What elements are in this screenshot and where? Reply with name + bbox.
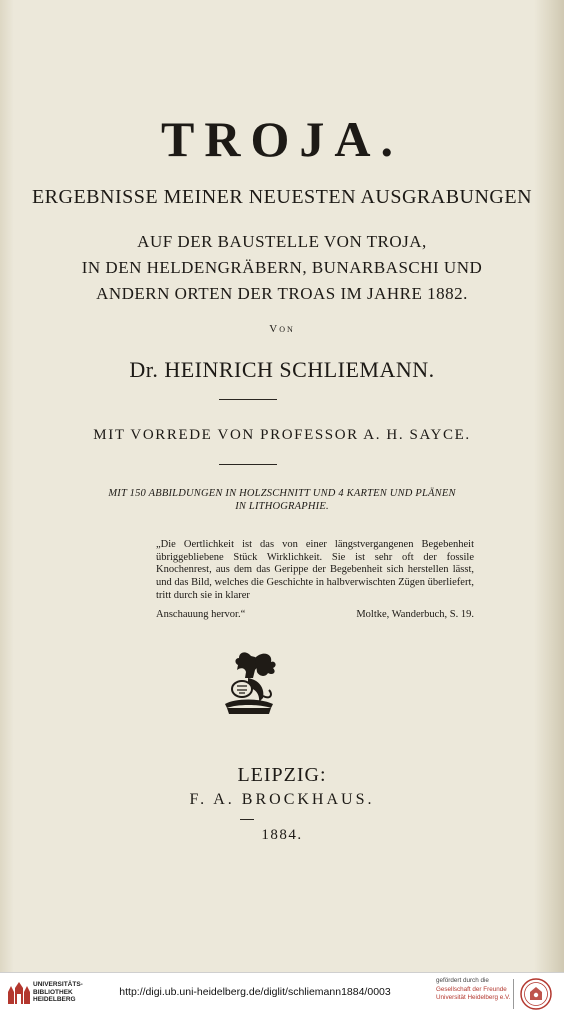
library-name-line-1: UNIVERSITÄTS-	[33, 981, 83, 988]
footer-divider	[513, 979, 514, 1009]
preface-note: MIT VORREDE VON PROFESSOR A. H. SAYCE.	[93, 427, 471, 443]
griffin-vignette-icon	[215, 646, 281, 718]
subtitle-line-1: AUF DER BAUSTELLE VON TROJA,	[137, 232, 427, 251]
society-name-line-2: Universität Heidelberg e.V.	[436, 994, 511, 1001]
book-title: TROJA.	[161, 111, 403, 167]
publication-year: 1884.	[261, 827, 303, 843]
library-name[interactable]	[33, 981, 83, 1004]
illustrations-note	[0, 487, 564, 513]
epigraph-attribution-row	[156, 609, 474, 620]
library-name-line-2: BIBLIOTHEK	[33, 988, 73, 996]
society-name-line-1: Gesellschaft der Freunde	[436, 986, 507, 993]
publisher-name: F. A. BROCKHAUS.	[189, 791, 375, 808]
divider-rule	[240, 819, 254, 820]
funded-by-label: gefördert durch die	[436, 977, 489, 984]
subtitle-line-3: ANDERN ORTEN DER TROAS IM JAHRE 1882.	[96, 284, 468, 303]
divider-rule	[219, 399, 277, 400]
epigraph-quote-end: Anschauung hervor.“	[156, 609, 246, 620]
illustrations-line-2: IN LITHOGRAPHIE.	[235, 501, 329, 512]
by-label: Von	[269, 323, 295, 335]
publication-place: LEIPZIG:	[237, 764, 327, 786]
epigraph-source: Moltke, Wanderbuch, S. 19.	[356, 609, 474, 620]
divider-rule	[219, 464, 277, 465]
illustrations-line-1: MIT 150 ABBILDUNGEN IN HOLZSCHNITT UND 4 KARTEN UND PLÄNEN	[108, 488, 456, 499]
ub-heidelberg-logo-icon[interactable]	[6, 980, 32, 1006]
author-name: Dr. HEINRICH SCHLIEMANN.	[129, 357, 435, 382]
society-name[interactable]	[436, 986, 510, 1002]
book-subtitle: ERGEBNISSE MEINER NEUESTEN AUSGRABUNGEN	[31, 186, 533, 208]
viewer-footer	[0, 972, 564, 1014]
subtitle-line-2: IN DEN HELDENGRÄBERN, BUNARBASCHI UND	[81, 258, 483, 277]
university-seal-icon[interactable]	[520, 978, 552, 1010]
library-name-line-3: HEIDELBERG	[33, 996, 76, 1003]
epigraph-quote: „Die Oertlichkeit ist das von einer längstvergangenen Begebenheit übriggebliebene Stück Wirklichkeit. Sie ist sehr oft der fossile Knochenrest, aus dem das Gerippe der Begebenheit sich herstellen lässt, und das Bild, welches die Geschichte in halbverwischten Zügen überliefert, tritt durch sie in klarer	[156, 539, 474, 601]
permalink-url[interactable]: http://digi.ub.uni-heidelberg.de/diglit/schliemann1884/0003	[119, 986, 391, 998]
